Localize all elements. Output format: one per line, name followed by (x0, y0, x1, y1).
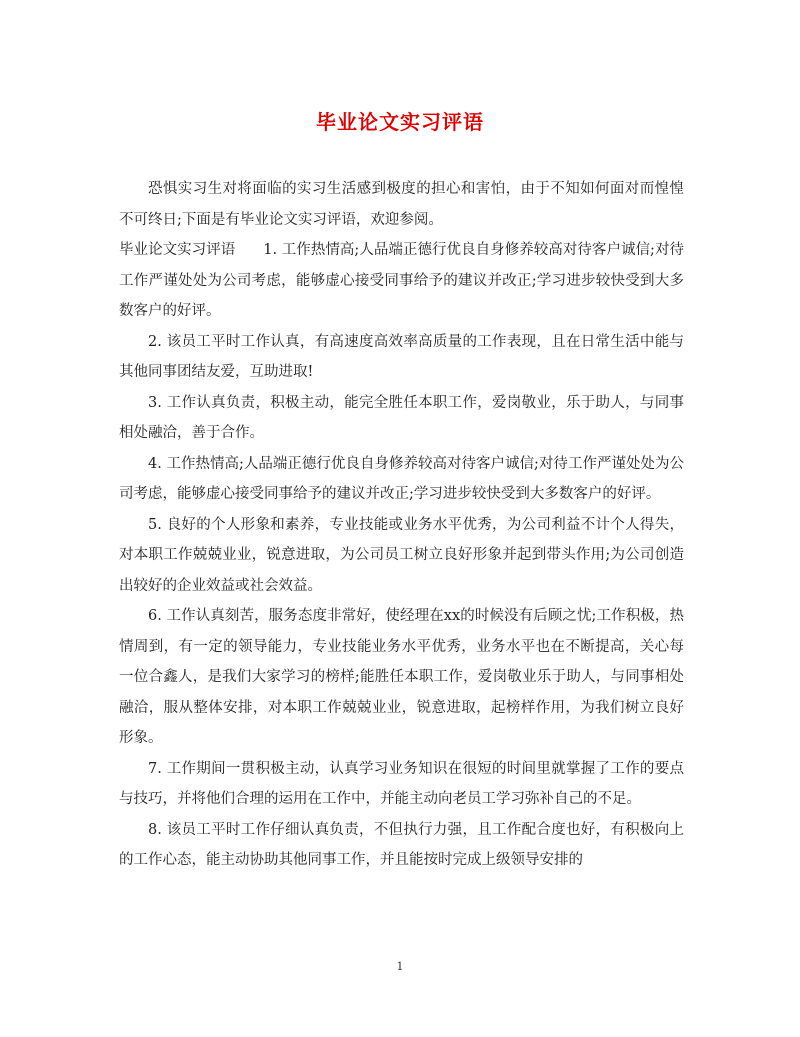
item-4: 4. 工作热情高;人品端正德行优良自身修养较高对待客户诚信;对待工作严谨处处为公司考虑，能够虚心接受同事给予的建议并改正;学习进步较快受到大多数客户的好评。 (119, 455, 684, 502)
intro-paragraph: 恐惧实习生对将面临的实习生活感到极度的担心和害怕，由于不知如何面对而惶惶不可终日;下面是有毕业论文实习评语，欢迎参阅。 (119, 181, 684, 228)
page-number: 1 (396, 960, 404, 973)
item-6: 6. 工作认真刻苦，服务态度非常好，使经理在xx的时候没有后顾之忧;工作积极，热情周到，有一定的领导能力，专业技能业务水平优秀，业务水平也在不断提高，关心每一位合鑫人，是我们大家学习的榜样;能胜任本职工作，爱岗敬业乐于助人，与同事相处融洽，服从整体安排，对本职工作兢兢业业，锐意进取，起榜样作用，为我们树立良好形象。 (119, 608, 684, 746)
item-8: 8. 该员工平时工作仔细认真负责，不但执行力强，且工作配合度也好，有积极向上的工作心态，能主动协助其他同事工作，并且能按时完成上级领导安排的 (119, 821, 684, 868)
item-5: 5. 良好的个人形象和素养，专业技能或业务水平优秀，为公司利益不计个人得失，对本职工作兢兢业业，锐意进取，为公司员工树立良好形象并起到带头作用;为公司创造出较好的企业效益或社会效益。 (119, 516, 684, 594)
document-body (119, 174, 684, 876)
item-7: 7. 工作期间一贯积极主动，认真学习业务知识在很短的时间里就掌握了工作的要点与技巧，并将他们合理的运用在工作中，并能主动向老员工学习弥补自己的不足。 (119, 760, 684, 807)
item-2: 2. 该员工平时工作认真，有高速度高效率高质量的工作表现，且在日常生活中能与其他同事团结友爱，互助进取! (119, 333, 684, 380)
item-3: 3. 工作认真负责，积极主动，能完全胜任本职工作，爱岗敬业，乐于助人，与同事相处融洽，善于合作。 (119, 394, 684, 441)
first-item-paragraph (119, 235, 684, 327)
page-title: 毕业论文实习评语 (316, 110, 484, 134)
item-1: 1. 工作热情高;人品端正德行优良自身修养较高对待客户诚信;对待工作严谨处处为公司考虑，能够虚心接受同事给予的建议并改正;学习进步较快受到大多数客户的好评。 (119, 242, 684, 319)
section-heading: 毕业论文实习评语 (119, 242, 236, 258)
